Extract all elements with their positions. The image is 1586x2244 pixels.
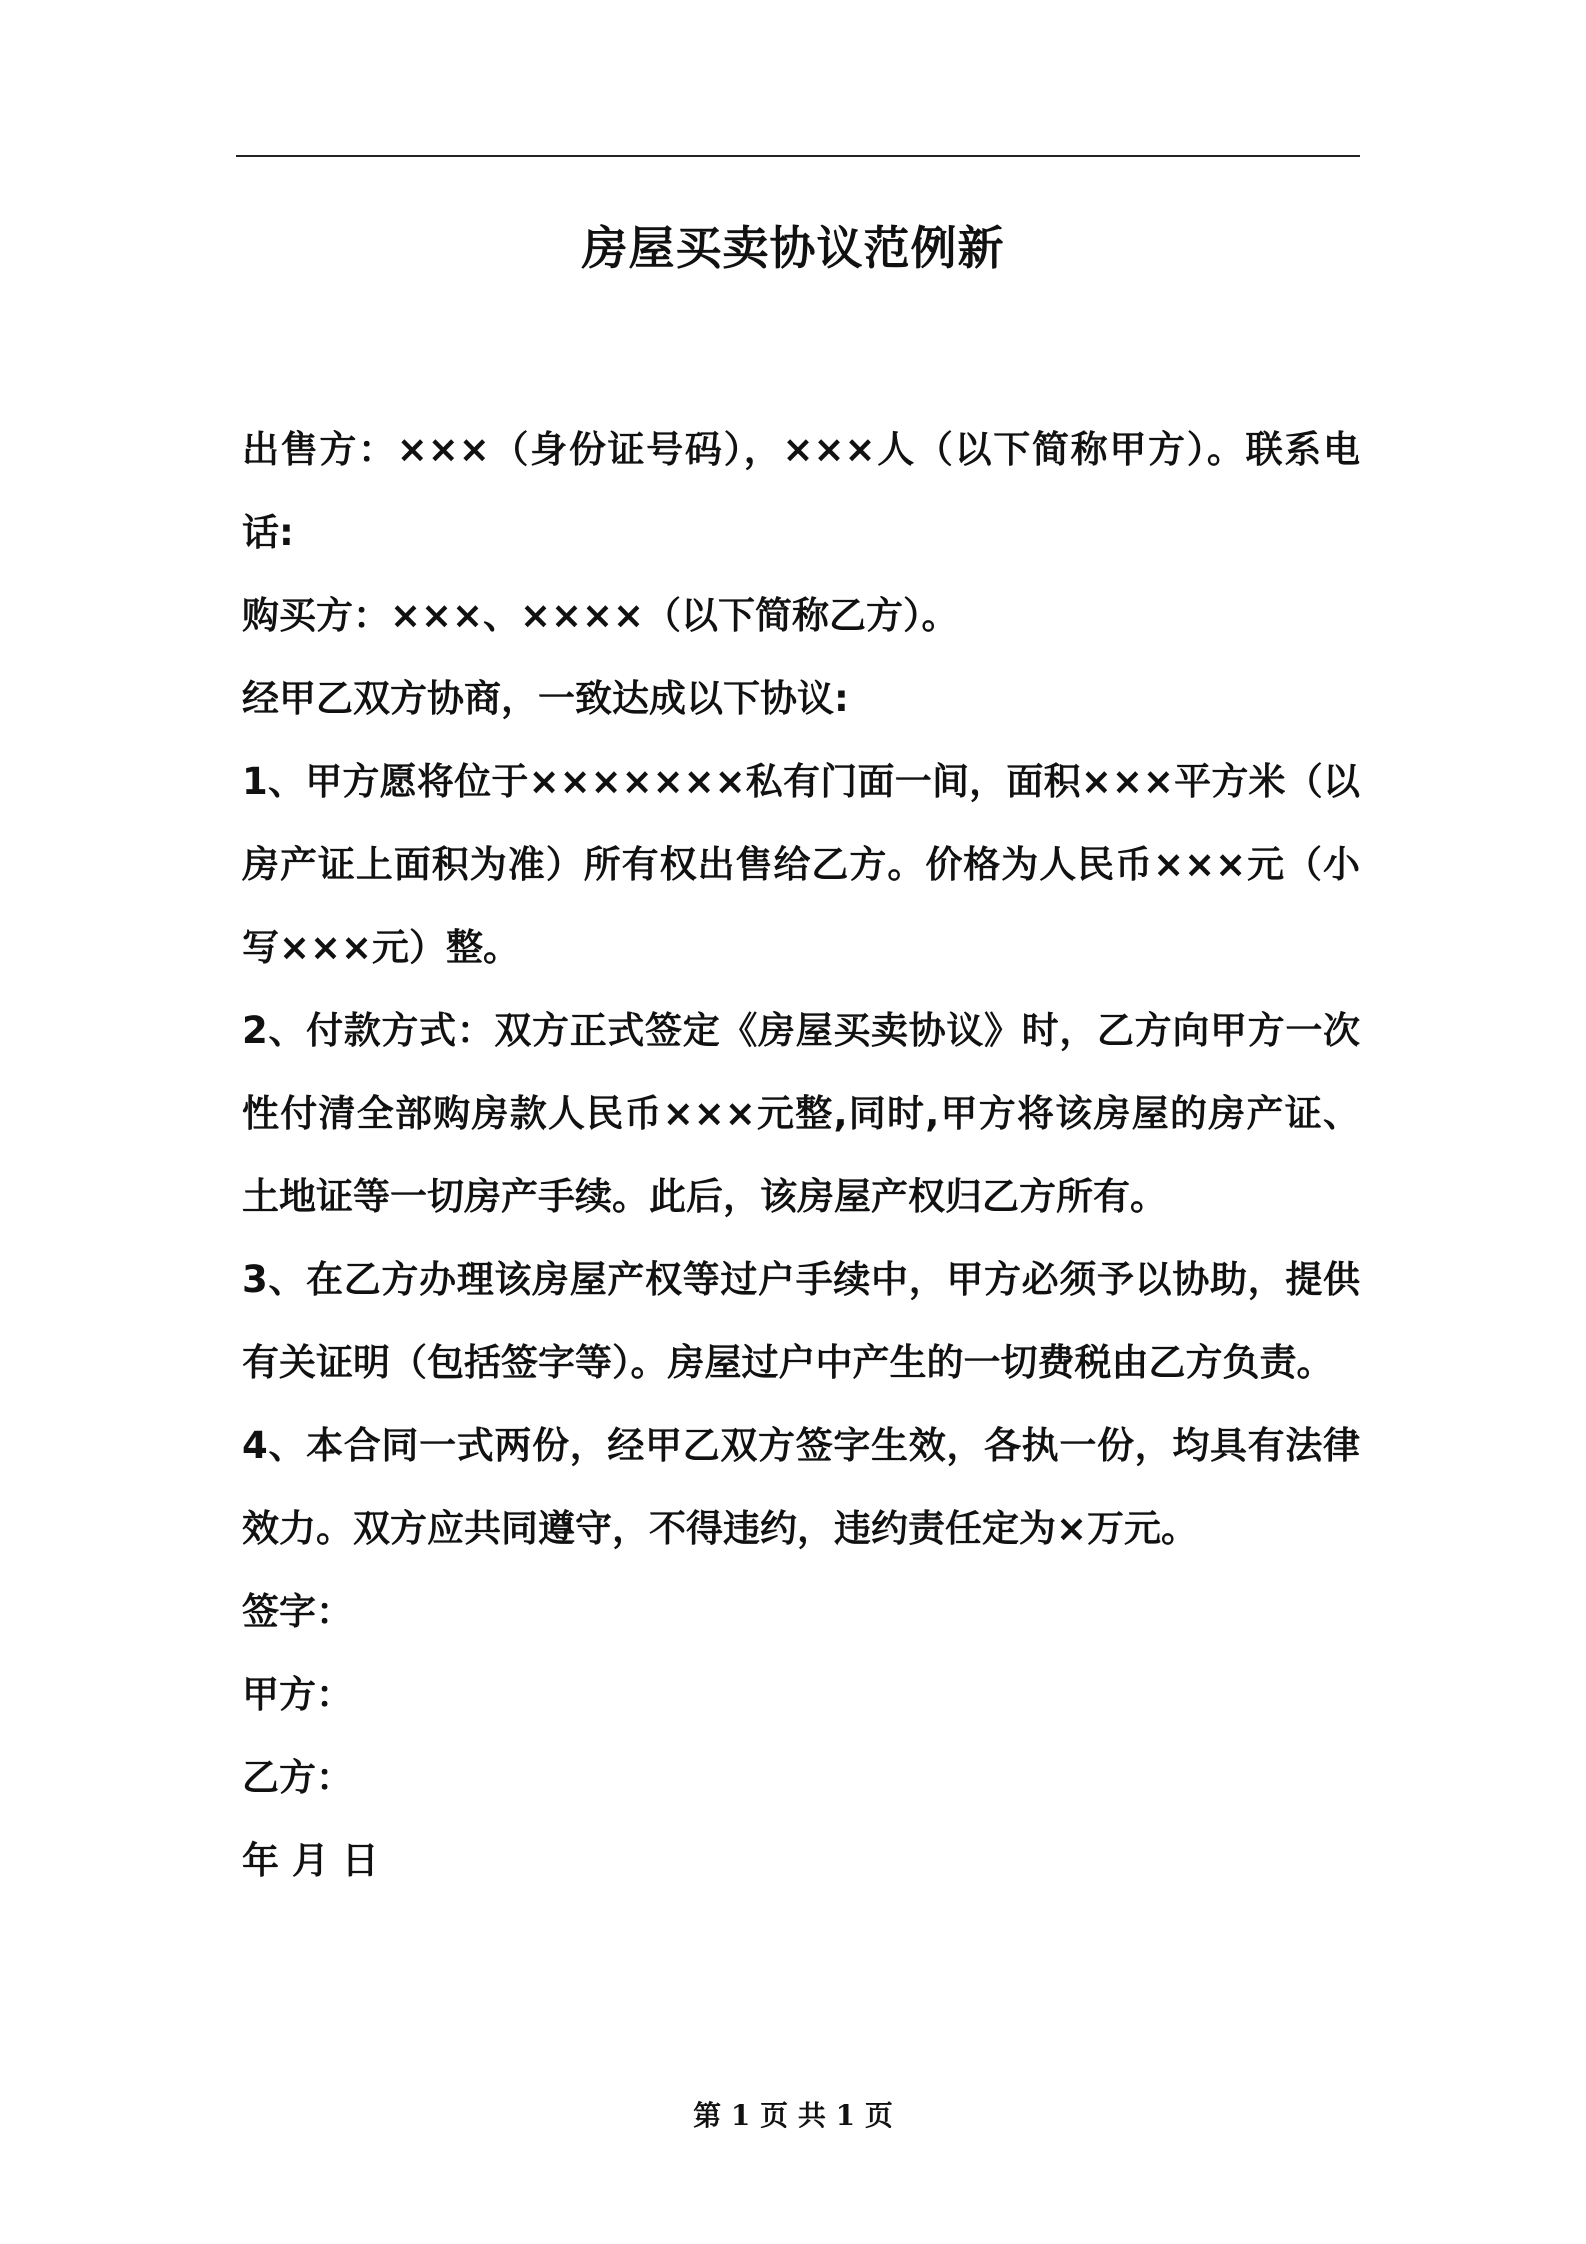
page-indicator: 第 1 页 共 1 页	[693, 2099, 893, 2132]
clause-1-paragraph: 1、甲方愿将位于×××××××私有门面一间，面积×××平方米（以房产证上面积为准）所有权出售给乙方。价格为人民币×××元（小写×××元）整。	[242, 760, 1360, 969]
date-label: 年 月 日	[242, 1839, 379, 1882]
party-a-signature-label: 甲方：	[242, 1673, 353, 1716]
party-b-signature-label: 乙方：	[242, 1756, 353, 1799]
document-body	[242, 408, 1360, 1902]
buyer-paragraph: 购买方：×××、××××（以下简称乙方）。	[242, 594, 959, 637]
signature-label: 签字：	[242, 1590, 353, 1633]
document-title: 房屋买卖协议范例新	[581, 221, 1005, 275]
clause-3-paragraph: 3、在乙方办理该房屋产权等过户手续中，甲方必须予以协助，提供有关证明（包括签字等）。房屋过户中产生的一切费税由乙方负责。	[242, 1258, 1360, 1384]
clause-4-paragraph: 4、本合同一式两份，经甲乙双方签字生效，各执一份，均具有法律效力。双方应共同遵守，不得违约，违约责任定为×万元。	[242, 1424, 1360, 1550]
agreement-intro-paragraph: 经甲乙双方协商，一致达成以下协议:	[242, 677, 849, 720]
clause-2-paragraph: 2、付款方式：双方正式签定《房屋买卖协议》时，乙方向甲方一次性付清全部购房款人民币×××元整,同时,甲方将该房屋的房产证、土地证等一切房产手续。此后，该房屋产权归乙方所有。	[242, 1009, 1360, 1218]
header-rule	[236, 155, 1360, 157]
seller-paragraph: 出售方：×××（身份证号码），×××人（以下简称甲方）。联系电话:	[242, 428, 1360, 554]
